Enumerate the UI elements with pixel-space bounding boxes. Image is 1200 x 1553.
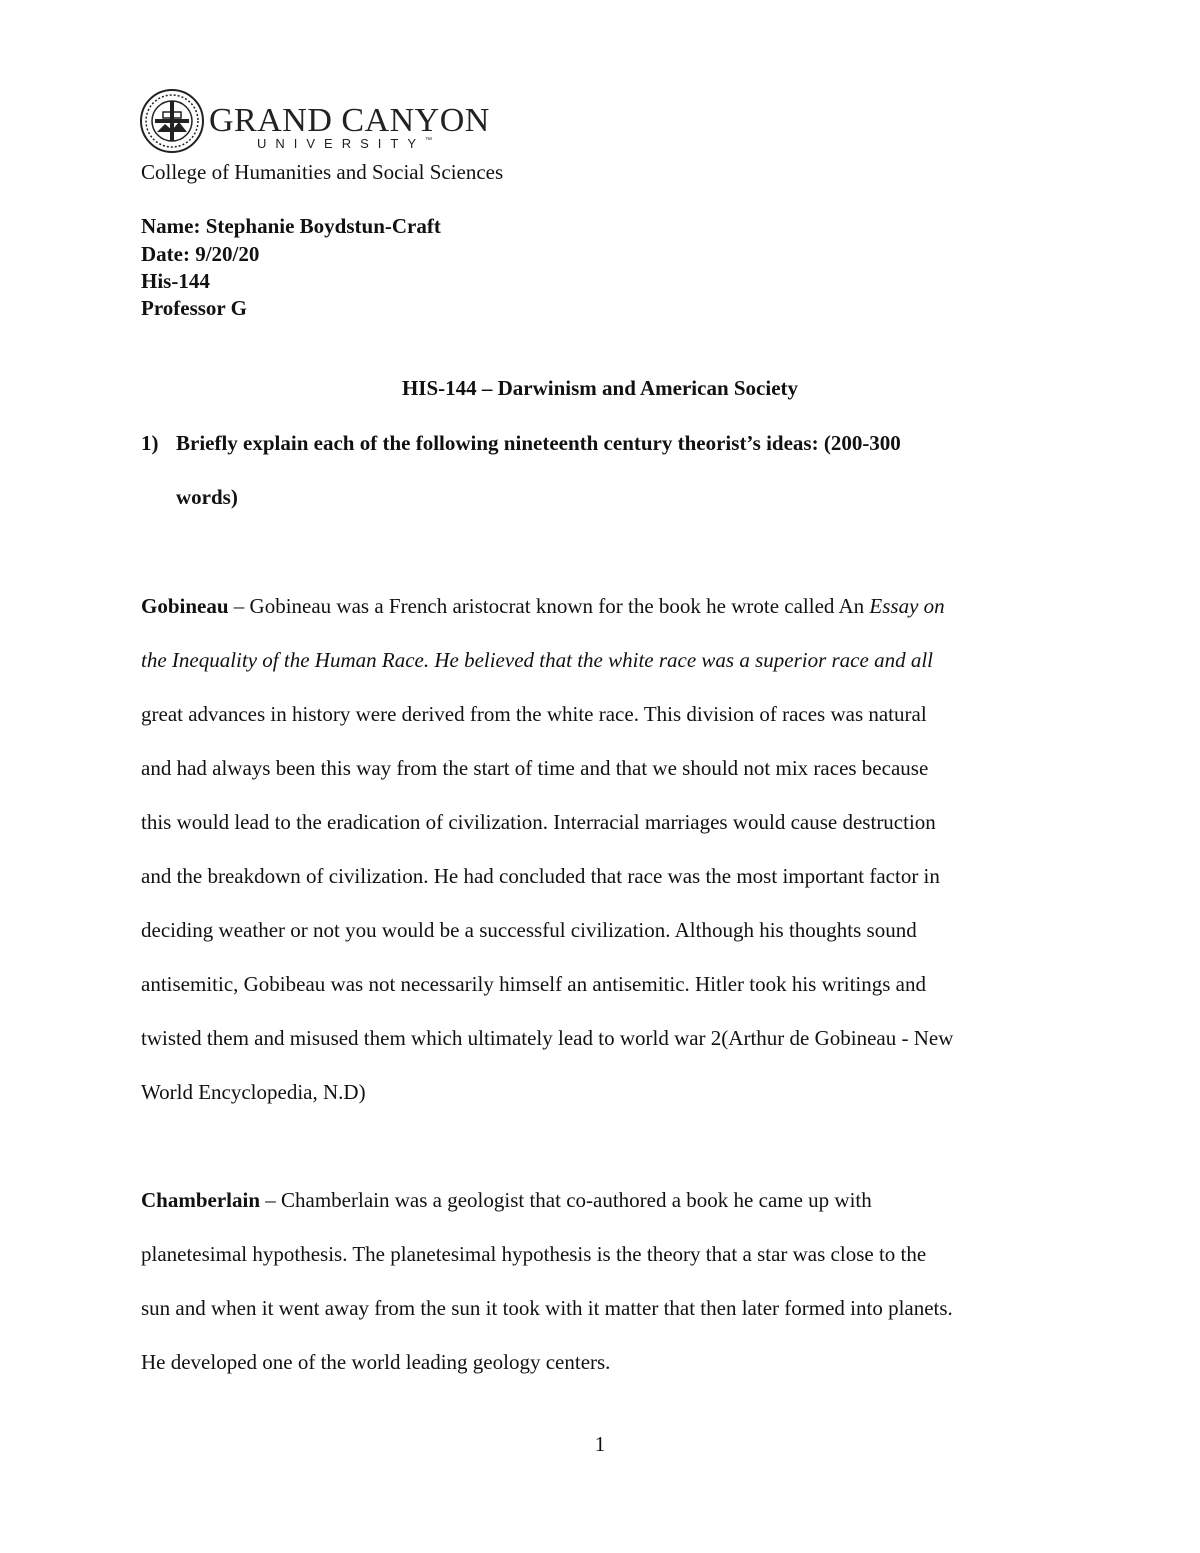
- document-title: HIS-144 – Darwinism and American Society: [401, 376, 799, 400]
- gobineau-line: and the breakdown of civilization. He had concluded that race was the most important factor in: [141, 864, 940, 888]
- chamberlain-line: He developed one of the world leading geology centers.: [141, 1350, 611, 1374]
- gobineau-label: Gobineau: [141, 594, 229, 618]
- chamberlain-line: planetesimal hypothesis. The planetesimal hypothesis is the theory that a star was close to the: [141, 1242, 927, 1266]
- university-logo: [139, 88, 490, 154]
- gobineau-line: World Encyclopedia, N.D): [141, 1080, 366, 1104]
- chamberlain-line: sun and when it went away from the sun it took with it matter that then later formed into planets.: [141, 1296, 953, 1320]
- professor-line: Professor G: [141, 296, 247, 320]
- gobineau-line: the Inequality of the Human Race. He believed that the white race was a superior race and all: [141, 648, 933, 672]
- university-wordmark: [209, 91, 490, 151]
- question-text-line1: Briefly explain each of the following nineteenth century theorist’s ideas: (200-300: [176, 431, 901, 455]
- gobineau-line: great advances in history were derived from the white race. This division of races was natural: [141, 702, 927, 726]
- course-line: His-144: [141, 269, 210, 293]
- gobineau-line: antisemitic, Gobibeau was not necessarily himself an antisemitic. Hitler took his writings and: [141, 972, 926, 996]
- wordmark-subtext: UNIVERSITY™: [257, 136, 433, 151]
- chamberlain-line: Chamberlain – Chamberlain was a geologist that co-authored a book he came up with: [141, 1188, 872, 1212]
- date-line: Date: 9/20/20: [141, 242, 260, 266]
- gobineau-line: twisted them and misused them which ultimately lead to world war 2(Arthur de Gobineau - New: [141, 1026, 954, 1050]
- gobineau-line: this would lead to the eradication of civilization. Interracial marriages would cause destruction: [141, 810, 936, 834]
- gobineau-line: deciding weather or not you would be a successful civilization. Although his thoughts sound: [141, 918, 917, 942]
- wordmark-text: GRAND CANYON: [209, 102, 490, 139]
- university-seal-icon: [139, 88, 205, 154]
- gobineau-line: and had always been this way from the start of time and that we should not mix races because: [141, 756, 929, 780]
- chamberlain-label: Chamberlain: [141, 1188, 261, 1212]
- page-number: 1: [594, 1432, 606, 1456]
- gobineau-line: Gobineau – Gobineau was a French aristocrat known for the book he wrote called An Essay on: [141, 594, 945, 618]
- question-number: 1): [141, 431, 159, 455]
- student-name: Name: Stephanie Boydstun-Craft: [141, 214, 441, 238]
- college-name: College of Humanities and Social Sciences: [141, 160, 504, 184]
- question-text-line2: words): [176, 485, 238, 509]
